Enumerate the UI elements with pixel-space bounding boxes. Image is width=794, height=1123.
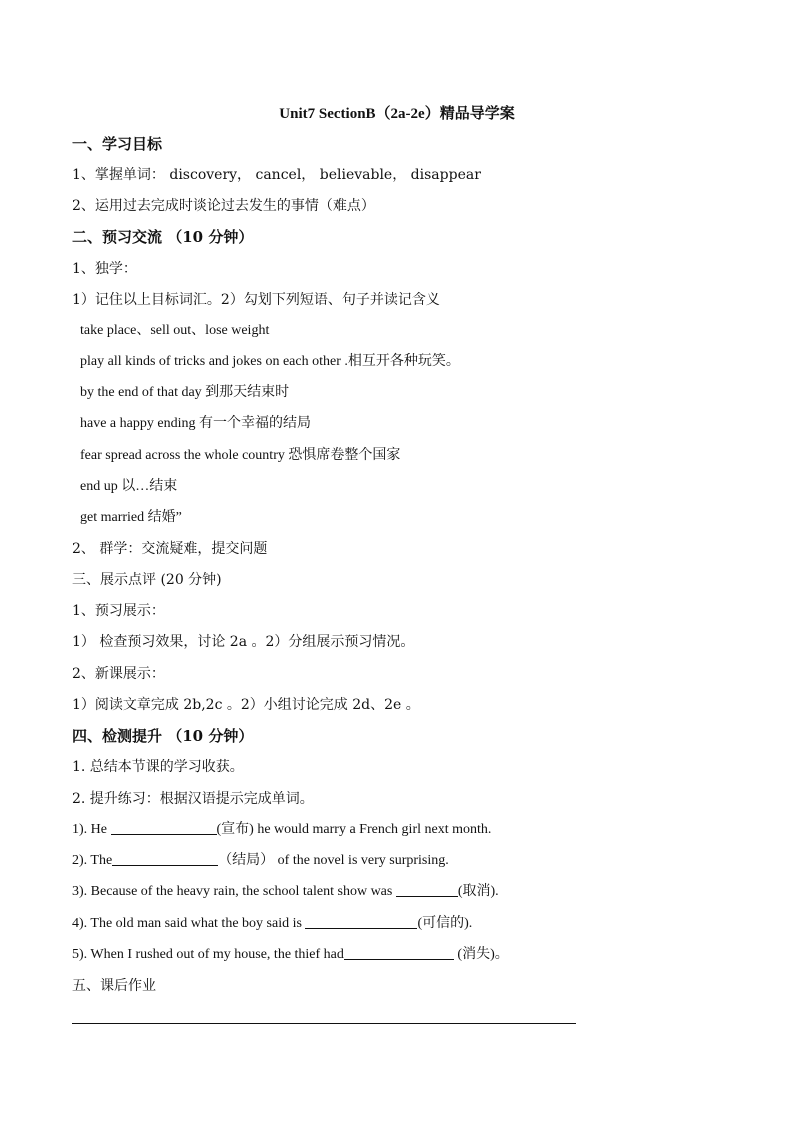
goal-vocabulary: 1、掌握单词： discovery， cancel， believable， disappear [72, 167, 481, 183]
exercise-suffix: (取消). [457, 884, 499, 899]
exercise-item [72, 820, 491, 840]
preview-group-label: 2、 群学：交流疑难，提交问题 [72, 541, 268, 557]
section-heading-presentation: 三、展示点评 (20 分钟) [72, 572, 222, 588]
phrase-line: by the end of that day 到那天结束时 [80, 385, 290, 400]
presentation-preview-label: 1、预习展示： [72, 603, 165, 619]
exercise-item [72, 914, 472, 934]
exercise-suffix: (可信的). [417, 916, 473, 931]
answer-blank[interactable] [396, 882, 458, 897]
phrase-line: get married 结婚” [80, 510, 182, 525]
exercise-prefix: 2). The [72, 853, 113, 868]
exercise-prefix: 3). Because of the heavy rain, the school talent show was [72, 884, 396, 899]
answer-blank[interactable] [112, 851, 218, 866]
phrase-line: play all kinds of tricks and jokes on each other .相互开各种玩笑。 [80, 354, 460, 369]
phrase-line: have a happy ending 有一个幸福的结局 [80, 416, 311, 431]
homework-answer-line[interactable] [72, 1023, 576, 1024]
exercise-item [72, 882, 499, 902]
section-heading-goals: 一、学习目标 [72, 135, 163, 153]
exercise-item [72, 945, 509, 965]
test-summary: 1. 总结本节课的学习收获。 [72, 759, 244, 775]
phrase-line: take place、sell out、lose weight [80, 323, 270, 338]
exercise-prefix: 5). When I rushed out of my house, the thief had [72, 947, 344, 962]
presentation-newlesson-text: 1）阅读文章完成 2b,2c 。2）小组讨论完成 2d、2e 。 [72, 697, 420, 713]
exercise-prefix: 1). He [72, 822, 111, 837]
answer-blank[interactable] [305, 914, 417, 929]
answer-blank[interactable] [111, 820, 217, 835]
preview-individual-text: 1）记住以上目标词汇。2）勾划下列短语、句子并读记含义 [72, 292, 440, 308]
section-heading-test: 四、检测提升 （10 分钟） [72, 727, 254, 745]
exercise-suffix: （结局） of the novel is very surprising. [218, 853, 449, 868]
exercise-suffix: (宣布) he would marry a French girl next month. [216, 822, 492, 837]
test-exercise-intro: 2. 提升练习：根据汉语提示完成单词。 [72, 791, 314, 807]
goal-grammar: 2、运用过去完成时谈论过去发生的事情（难点） [72, 198, 375, 214]
presentation-preview-text: 1） 检查预习效果，讨论 2a 。2）分组展示预习情况。 [72, 634, 415, 650]
section-heading-preview: 二、预习交流 （10 分钟） [72, 228, 254, 246]
presentation-newlesson-label: 2、新课展示： [72, 666, 165, 682]
document-title: Unit7 SectionB（2a-2e）精品导学案 [279, 106, 515, 122]
exercise-prefix: 4). The old man said what the boy said is [72, 916, 306, 931]
exercise-suffix: (消失)。 [453, 947, 509, 962]
answer-blank[interactable] [344, 945, 454, 960]
preview-individual-label: 1、独学： [72, 261, 137, 277]
phrase-line: end up 以…结束 [80, 479, 178, 494]
exercise-item [72, 851, 449, 871]
phrase-line: fear spread across the whole country 恐惧席卷整个国家 [80, 448, 401, 463]
section-heading-homework: 五、课后作业 [72, 978, 156, 994]
